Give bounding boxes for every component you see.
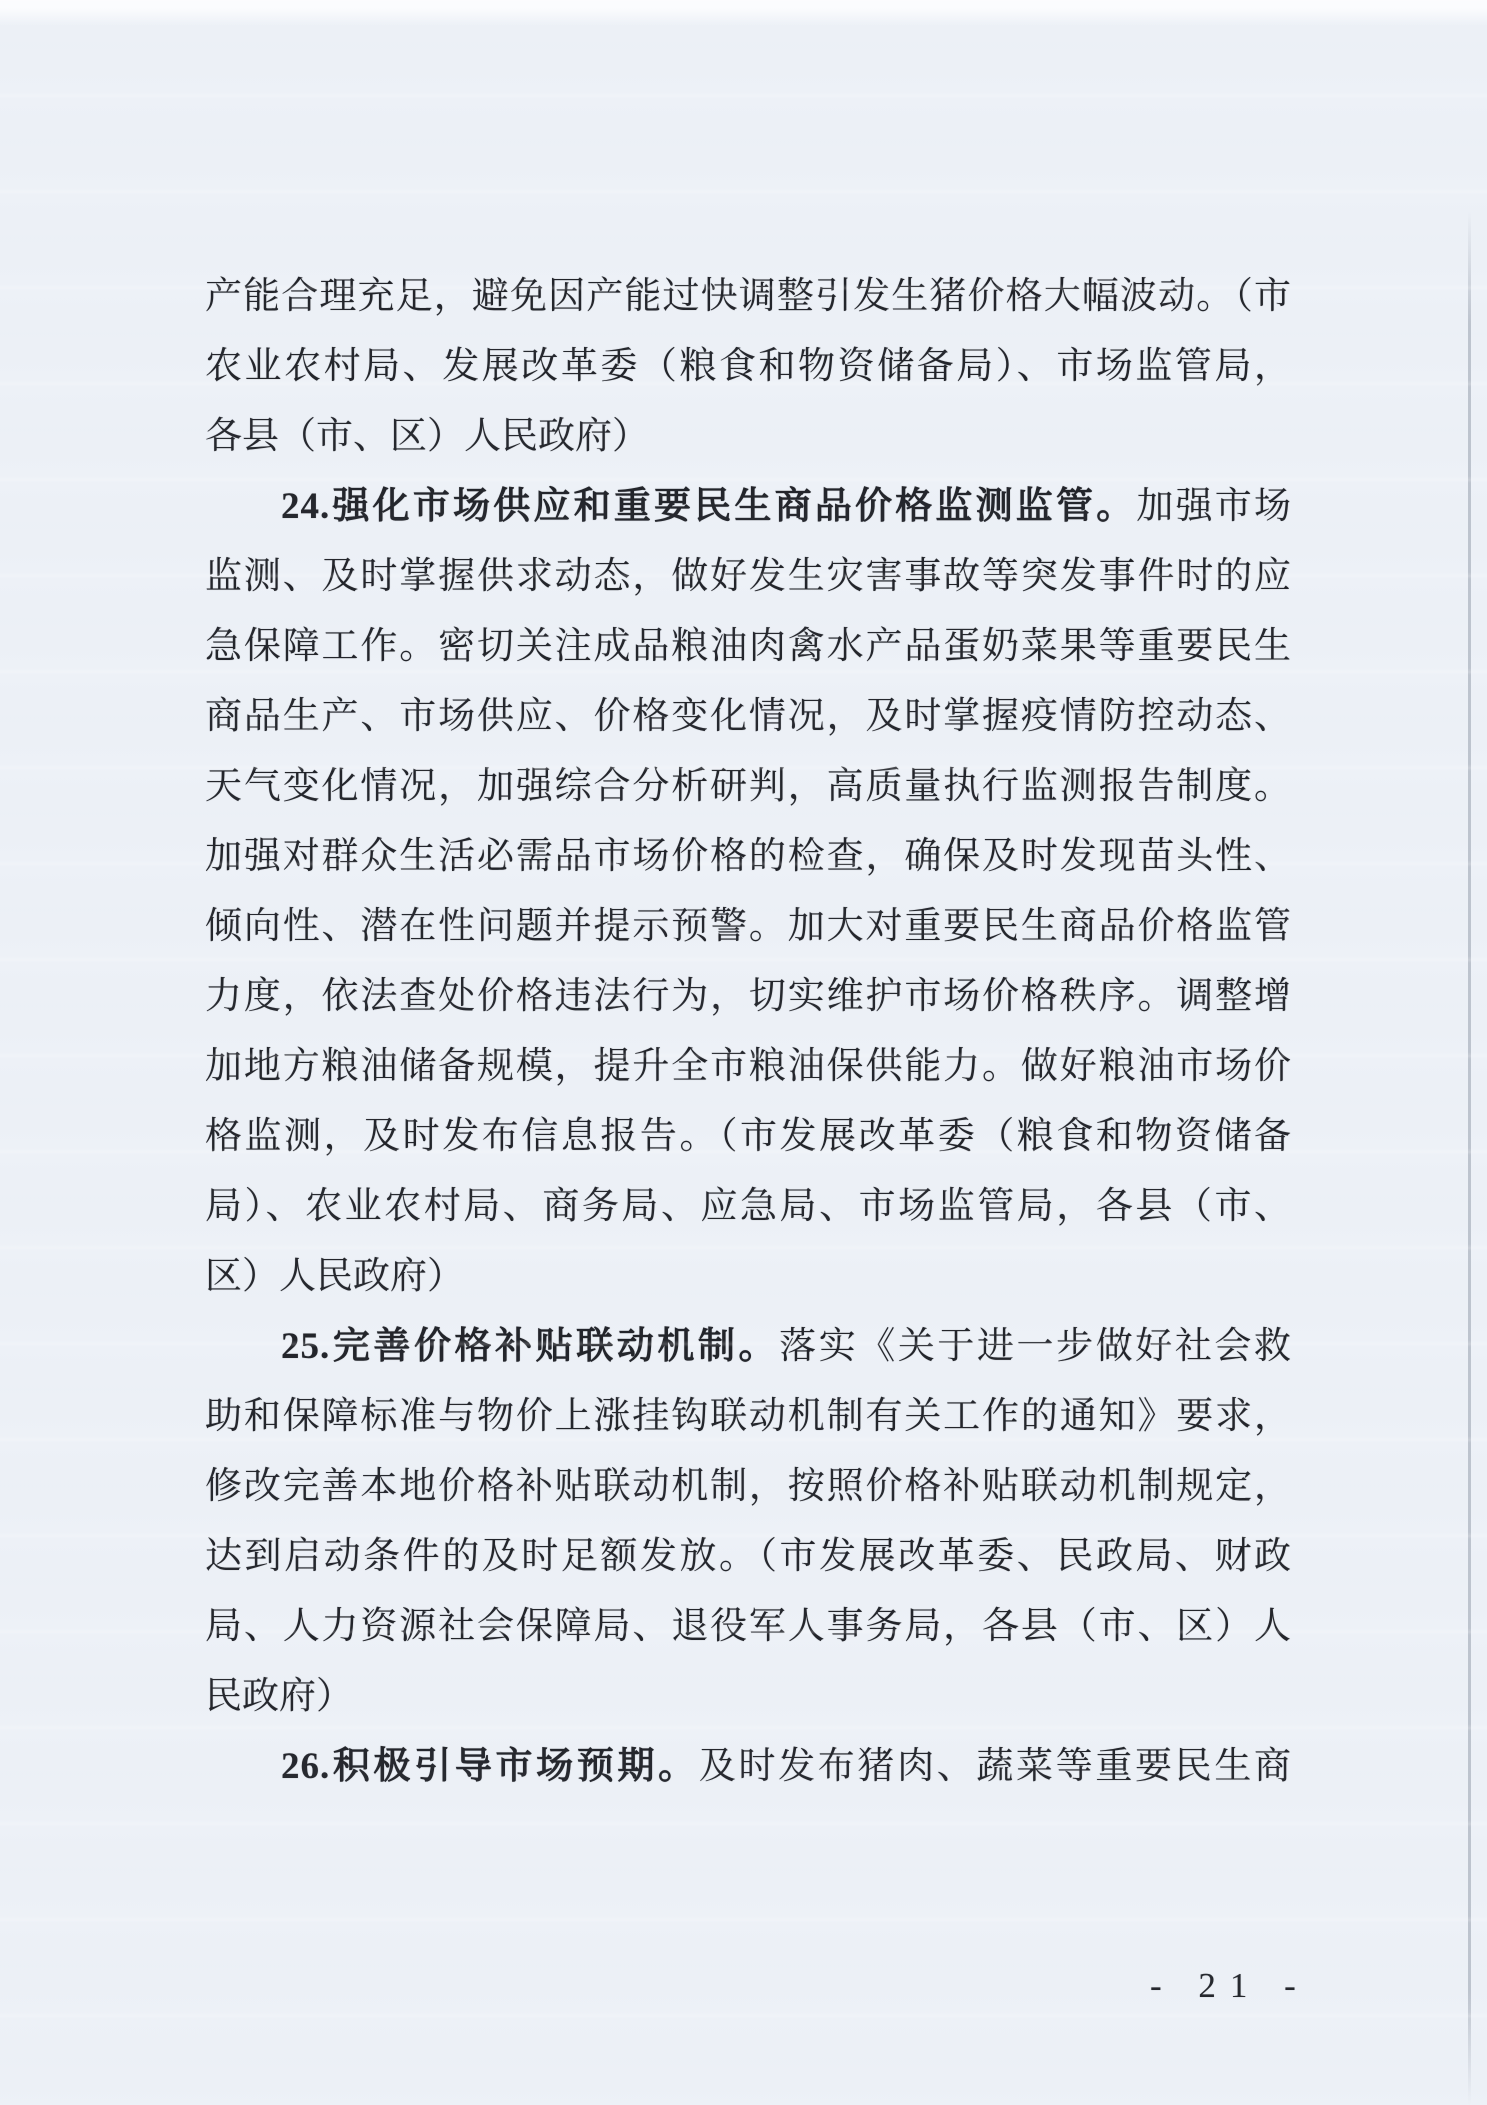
text-segment: 农业农村局、发展改革委（粮食和物资储备局）、市场监管局， xyxy=(205,346,1291,387)
text-line xyxy=(205,612,1291,682)
text-segment: 加强对群众生活必需品市场价格的检查，确保及时发现苗头性、 xyxy=(205,836,1291,877)
paragraph-heading-segment: 25.完善价格补贴联动机制。 xyxy=(281,1326,780,1367)
paragraph-heading-segment: 26.积极引导市场预期。 xyxy=(281,1746,699,1787)
text-line xyxy=(205,1522,1291,1592)
text-line xyxy=(205,1102,1291,1172)
text-segment: 天气变化情况，加强综合分析研判，高质量执行监测报告制度。 xyxy=(205,766,1291,807)
text-segment: 力度，依法查处价格违法行为，切实维护市场价格秩序。调整增 xyxy=(205,976,1291,1017)
text-segment: 达到启动条件的及时足额发放。（市发展改革委、民政局、财政 xyxy=(205,1536,1291,1577)
text-segment: 助和保障标准与物价上涨挂钩联动机制有关工作的通知》要求， xyxy=(205,1396,1291,1437)
text-line xyxy=(205,1662,1291,1732)
text-segment: 局、人力资源社会保障局、退役军人事务局，各县（市、区）人 xyxy=(205,1606,1291,1647)
text-line xyxy=(205,1032,1291,1102)
text-segment: 产能合理充足，避免因产能过快调整引发生猪价格大幅波动。（市 xyxy=(205,276,1291,317)
text-line xyxy=(205,472,1291,542)
text-segment: 监测、及时掌握供求动态，做好发生灾害事故等突发事件时的应 xyxy=(205,556,1291,597)
scan-edge-line xyxy=(1468,210,1471,2105)
text-line xyxy=(205,1592,1291,1662)
text-line xyxy=(205,682,1291,752)
text-segment: 急保障工作。密切关注成品粮油肉禽水产品蛋奶菜果等重要民生 xyxy=(205,626,1291,667)
page-number: - 21 - xyxy=(1150,1966,1310,2005)
text-segment: 局）、农业农村局、商务局、应急局、市场监管局，各县（市、 xyxy=(205,1186,1291,1227)
text-line xyxy=(205,892,1291,962)
text-segment: 加地方粮油储备规模，提升全市粮油保供能力。做好粮油市场价 xyxy=(205,1046,1291,1087)
text-line xyxy=(205,822,1291,892)
text-segment: 加强市场 xyxy=(1136,486,1291,527)
text-line xyxy=(205,1382,1291,1452)
text-line xyxy=(205,962,1291,1032)
text-segment: 各县（市、区）人民政府） xyxy=(205,416,649,457)
paragraph-heading-segment: 24.强化市场供应和重要民生商品价格监测监管。 xyxy=(281,486,1137,527)
text-segment: 及时发布猪肉、蔬菜等重要民生商 xyxy=(698,1746,1291,1787)
text-segment: 倾向性、潜在性问题并提示预警。加大对重要民生商品价格监管 xyxy=(205,906,1291,947)
text-segment: 格监测，及时发布信息报告。（市发展改革委（粮食和物资储备 xyxy=(205,1116,1291,1157)
text-line xyxy=(205,332,1291,402)
text-line xyxy=(205,1312,1291,1382)
document-text-block xyxy=(205,262,1291,1802)
text-line xyxy=(205,262,1291,332)
text-segment: 商品生产、市场供应、价格变化情况，及时掌握疫情防控动态、 xyxy=(205,696,1291,737)
text-segment: 落实《关于进一步做好社会救 xyxy=(779,1326,1291,1367)
text-line xyxy=(205,752,1291,822)
text-segment: 民政府） xyxy=(205,1676,353,1717)
text-line xyxy=(205,1172,1291,1242)
text-segment: 修改完善本地价格补贴联动机制，按照价格补贴联动机制规定， xyxy=(205,1466,1291,1507)
text-line xyxy=(205,1452,1291,1522)
text-line xyxy=(205,402,1291,472)
text-line xyxy=(205,542,1291,612)
text-line xyxy=(205,1242,1291,1312)
text-line xyxy=(205,1732,1291,1802)
text-segment: 区）人民政府） xyxy=(205,1256,464,1297)
